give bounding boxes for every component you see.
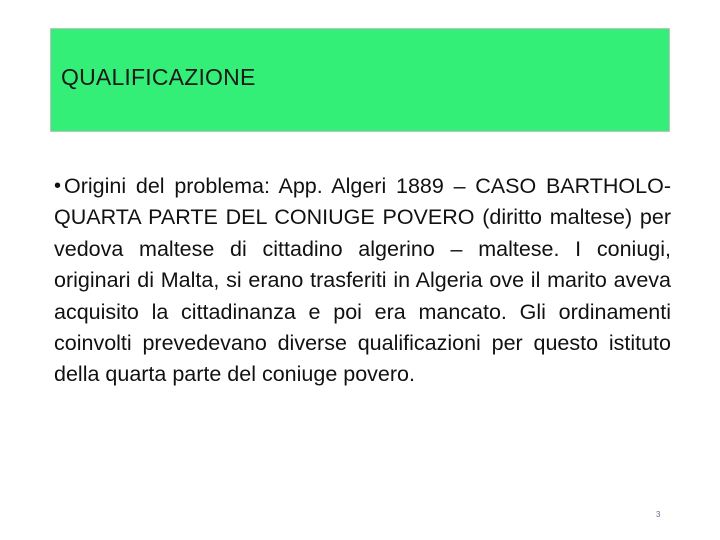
bullet-item: [54, 171, 671, 391]
slide-body: [54, 171, 671, 391]
bullet-text: Origini del problema: App. Algeri 1889 – CASO BARTHOLO- QUARTA PARTE DEL CONIUGE POVERO (diritto maltese) per vedova maltese di cittadino algerino – maltese. I coniugi, originari di Malta, si erano trasferiti in Algeria ove il marito aveva acquisito la cittadinanza e poi era mancato. Gli ordinamenti coinvolti prevedevano diverse qualificazioni per questo istituto della quarta parte del coniuge povero.: [54, 174, 671, 387]
slide-title: QUALIFICAZIONE: [61, 64, 256, 90]
bullet-marker: •: [54, 175, 62, 197]
page-number: 3: [656, 510, 661, 519]
title-banner: [50, 28, 670, 132]
